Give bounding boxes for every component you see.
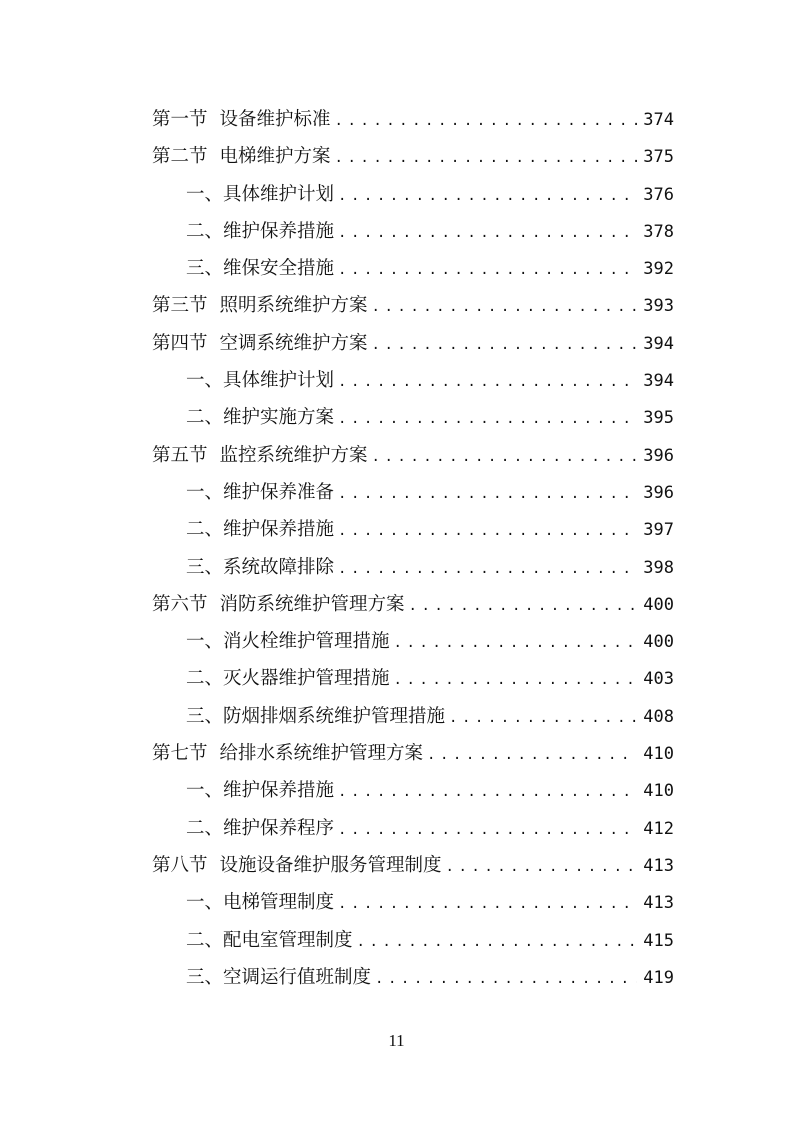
toc-entry-number: 二、: [186, 220, 224, 242]
toc-entry-number: 第八节: [152, 854, 208, 876]
toc-entry-number: 一、: [186, 481, 224, 503]
dot-leader: [409, 588, 638, 625]
toc-entry-title: 空调系统维护方案: [219, 332, 368, 354]
toc-entry-title: 具体维护计划: [223, 370, 335, 392]
toc-entry-page: 410: [643, 781, 674, 802]
toc-entry-page: 375: [643, 147, 674, 168]
toc-entry-page: 394: [643, 333, 674, 354]
toc-entry[interactable]: [152, 138, 674, 175]
toc-entry-number: 二、: [186, 929, 224, 951]
toc-entry-title: 维护保养措施: [223, 519, 335, 541]
toc-entry-page: 419: [643, 967, 674, 988]
toc-entry[interactable]: [152, 922, 674, 959]
toc-entry-number: 第三节: [152, 295, 208, 317]
toc-entry-title: 设备维护标准: [219, 109, 331, 130]
toc-entry-number: 二、: [186, 668, 224, 690]
toc-entry-number: 二、: [186, 519, 224, 541]
dot-leader: [338, 513, 637, 550]
toc-entry-title: 维保安全措施: [223, 258, 335, 280]
dot-leader: [338, 476, 637, 513]
toc-entry-page: 394: [643, 371, 674, 392]
page-number: 11: [388, 1031, 405, 1050]
toc-entry-number: 一、: [186, 183, 224, 205]
toc-entry-page: 395: [643, 408, 674, 429]
toc-entry-number: 第七节: [152, 743, 208, 765]
toc-entry-page: 397: [643, 520, 674, 541]
toc-entry-page: 396: [643, 445, 674, 466]
dot-leader: [338, 215, 637, 252]
dot-leader: [372, 289, 638, 326]
toc-entry[interactable]: [152, 847, 674, 884]
dot-leader: [335, 140, 638, 177]
toc-entry-page: 398: [643, 557, 674, 578]
toc-entry-number: 一、: [186, 780, 224, 802]
toc-entry-title: 维护保养程序: [223, 817, 335, 839]
dot-leader: [375, 961, 637, 998]
toc-entry-number: 三、: [186, 705, 224, 727]
toc-entry-title: 给排水系统维护管理方案: [219, 743, 424, 765]
dot-leader: [394, 662, 638, 699]
toc-entry-title: 空调运行值班制度: [223, 966, 372, 988]
dot-leader: [338, 886, 637, 923]
toc-entry-page: 376: [643, 184, 674, 205]
toc-entry-title: 维护保养措施: [223, 220, 335, 242]
toc-entry[interactable]: [152, 586, 674, 623]
toc-entry-page: 400: [643, 632, 674, 653]
toc-entry[interactable]: [152, 698, 674, 735]
toc-entry[interactable]: [152, 623, 674, 660]
toc-entry-title: 配电室管理制度: [223, 929, 353, 951]
toc-entry-title: 电梯管理制度: [223, 892, 335, 914]
toc-entry[interactable]: [152, 250, 674, 287]
toc-entry[interactable]: [152, 213, 674, 250]
toc-entry-title: 维护保养准备: [223, 481, 335, 503]
toc-entry-page: 415: [643, 930, 674, 951]
toc-entry-title: 具体维护计划: [223, 183, 335, 205]
toc-entry-title: 设施设备维护服务管理制度: [219, 854, 442, 876]
toc-entry-number: 第四节: [152, 332, 208, 354]
toc-entry-page: 410: [643, 744, 674, 765]
toc-entry-title: 防烟排烟系统维护管理措施: [223, 705, 446, 727]
toc-entry-title: 电梯维护方案: [219, 146, 331, 168]
toc-entry-page: 400: [643, 594, 674, 615]
dot-leader: [338, 401, 637, 438]
toc-entry[interactable]: [152, 176, 674, 213]
dot-leader: [357, 924, 638, 961]
toc-entry[interactable]: [152, 101, 674, 138]
toc-entry[interactable]: [152, 772, 674, 809]
toc-entry-title: 维护保养措施: [223, 780, 335, 802]
toc-entry-number: 三、: [186, 556, 224, 578]
dot-leader: [372, 327, 638, 364]
toc-entry-page: 374: [643, 110, 674, 130]
toc-entry[interactable]: [152, 735, 674, 772]
toc-entry-title: 消防系统维护管理方案: [219, 593, 405, 615]
toc-entry-page: 403: [643, 669, 674, 690]
toc-entry-page: 392: [643, 259, 674, 280]
toc-entry-title: 维护实施方案: [223, 407, 335, 429]
toc-entry-number: 第一节: [152, 109, 208, 130]
toc-entry[interactable]: [152, 660, 674, 697]
toc-entry-title: 灭火器维护管理措施: [223, 668, 390, 690]
dot-leader: [338, 364, 637, 401]
dot-leader: [446, 849, 638, 886]
toc-entry-title: 消火栓维护管理措施: [223, 631, 390, 653]
toc-entry[interactable]: [152, 474, 674, 511]
toc-entry-title: 系统故障排除: [223, 556, 335, 578]
toc-entry-number: 一、: [186, 892, 224, 914]
toc-entry[interactable]: [152, 511, 674, 548]
dot-leader: [449, 700, 637, 737]
toc-entry-number: 第二节: [152, 146, 208, 168]
toc-entry-number: 三、: [186, 966, 224, 988]
toc-entry-number: 二、: [186, 407, 224, 429]
dot-leader: [338, 252, 637, 289]
dot-leader: [338, 812, 637, 849]
dot-leader: [338, 774, 637, 811]
toc-entry[interactable]: [152, 362, 674, 399]
dot-leader: [335, 103, 638, 140]
dot-leader: [427, 737, 637, 774]
toc-entry-page: 413: [643, 855, 674, 876]
toc-entry[interactable]: [152, 399, 674, 436]
toc-entry-number: 二、: [186, 817, 224, 839]
toc-entry[interactable]: [152, 959, 674, 996]
toc-entry-page: 378: [643, 221, 674, 242]
toc-entry-title: 监控系统维护方案: [219, 444, 368, 466]
table-of-contents: [152, 101, 674, 996]
toc-entry[interactable]: [152, 325, 674, 362]
toc-entry-number: 一、: [186, 631, 224, 653]
toc-entry-number: 三、: [186, 258, 224, 280]
dot-leader: [372, 439, 638, 476]
toc-entry-number: 一、: [186, 370, 224, 392]
toc-entry-page: 408: [643, 706, 674, 727]
toc-entry-page: 412: [643, 818, 674, 839]
toc-entry[interactable]: [152, 884, 674, 921]
toc-entry[interactable]: [152, 810, 674, 847]
toc-entry[interactable]: [152, 287, 674, 324]
toc-entry-number: 第六节: [152, 593, 208, 615]
dot-leader: [338, 551, 637, 588]
toc-entry[interactable]: [152, 549, 674, 586]
toc-entry-title: 照明系统维护方案: [219, 295, 368, 317]
toc-entry-number: 第五节: [152, 444, 208, 466]
toc-entry[interactable]: [152, 437, 674, 474]
toc-entry-page: 396: [643, 482, 674, 503]
toc-entry-page: 413: [643, 893, 674, 914]
toc-entry-page: 393: [643, 296, 674, 317]
dot-leader: [338, 178, 637, 215]
dot-leader: [394, 625, 638, 662]
